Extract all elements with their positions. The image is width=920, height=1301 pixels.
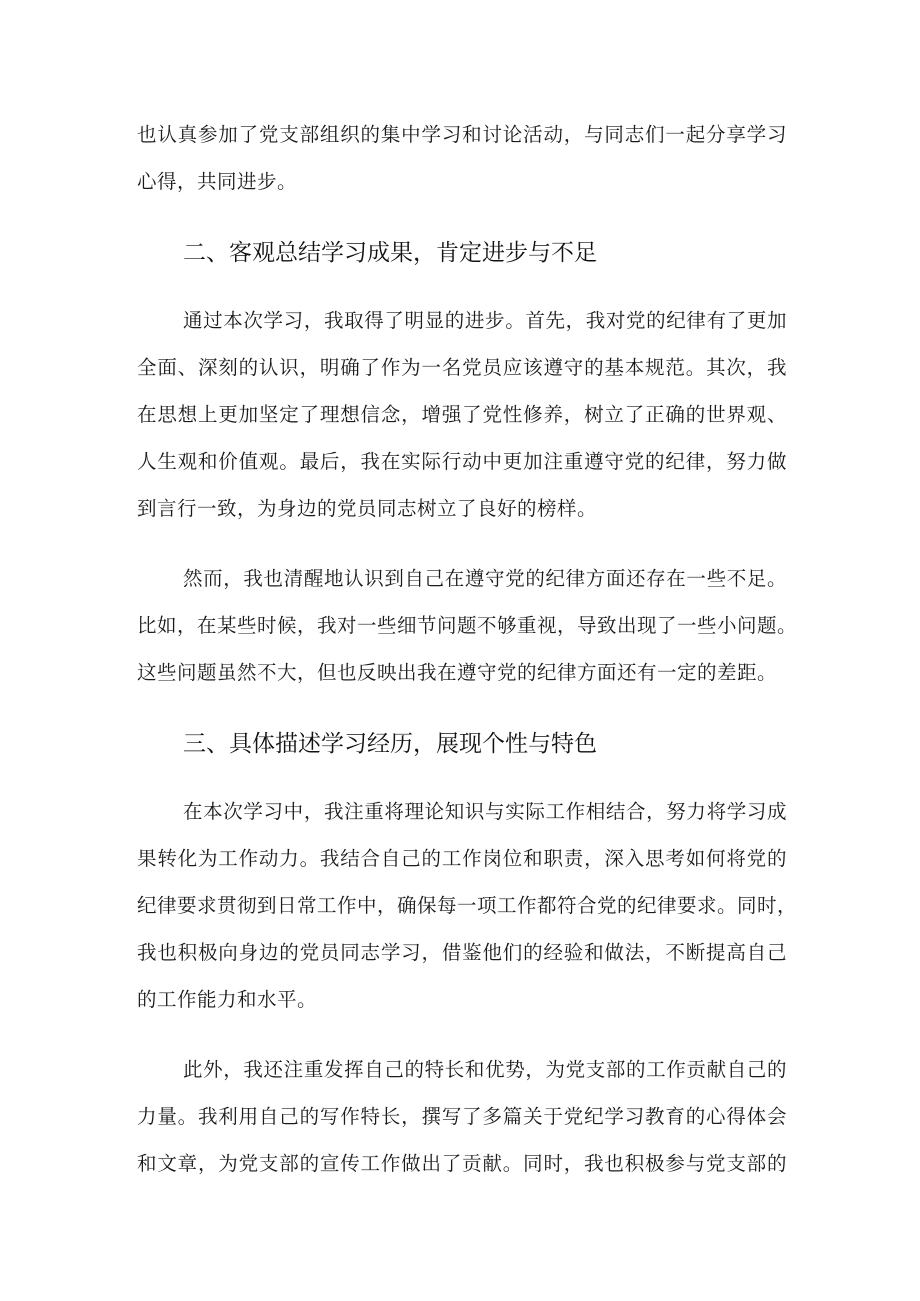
section-heading-3: 三、具体描述学习经历，展现个性与特色	[183, 731, 597, 757]
paragraph-line: 果转化为工作动力。我结合自己的工作岗位和职责，深入思考如何将党的	[137, 847, 787, 870]
paragraph-line: 力量。我利用自己的写作特长，撰写了多篇关于党纪学习教育的心得体会	[137, 1105, 787, 1128]
paragraph-line: 到言行一致，为身边的党员同志树立了良好的榜样。	[137, 497, 598, 520]
paragraph-line: 我也积极向身边的党员同志学习，借鉴他们的经验和做法，不断提高自己	[137, 941, 787, 964]
paragraph-line: 此外，我还注重发挥自己的特长和优势，为党支部的工作贡献自己的	[183, 1058, 787, 1081]
paragraph-line: 心得，共同进步。	[137, 170, 298, 193]
paragraph-line: 也认真参加了党支部组织的集中学习和讨论活动，与同志们一起分享学习	[137, 123, 787, 146]
paragraph-line: 人生观和价值观。最后，我在实际行动中更加注重遵守党的纪律，努力做	[137, 450, 787, 473]
paragraph-line: 和文章，为党支部的宣传工作做出了贡献。同时，我也积极参与党支部的	[137, 1152, 787, 1175]
paragraph-line: 纪律要求贯彻到日常工作中，确保每一项工作都符合党的纪律要求。同时，	[137, 894, 798, 917]
paragraph-line: 然而，我也清醒地认识到自己在遵守党的纪律方面还存在一些不足。	[183, 567, 787, 590]
paragraph-line: 比如，在某些时候，我对一些细节问题不够重视，导致出现了一些小问题。	[137, 614, 798, 637]
paragraph-line: 的工作能力和水平。	[137, 988, 318, 1011]
paragraph-line: 这些问题虽然不大，但也反映出我在遵守党的纪律方面还有一定的差距。	[137, 661, 778, 684]
paragraph-line: 全面、深刻的认识，明确了作为一名党员应该遵守的基本规范。其次，我	[137, 356, 787, 379]
paragraph-line: 通过本次学习，我取得了明显的进步。首先，我对党的纪律有了更加	[183, 309, 787, 332]
section-heading-2: 二、客观总结学习成果，肯定进步与不足	[183, 240, 597, 266]
paragraph-line: 在本次学习中，我注重将理论知识与实际工作相结合，努力将学习成	[183, 800, 787, 823]
paragraph-line: 在思想上更加坚定了理想信念，增强了党性修养，树立了正确的世界观、	[137, 403, 787, 426]
